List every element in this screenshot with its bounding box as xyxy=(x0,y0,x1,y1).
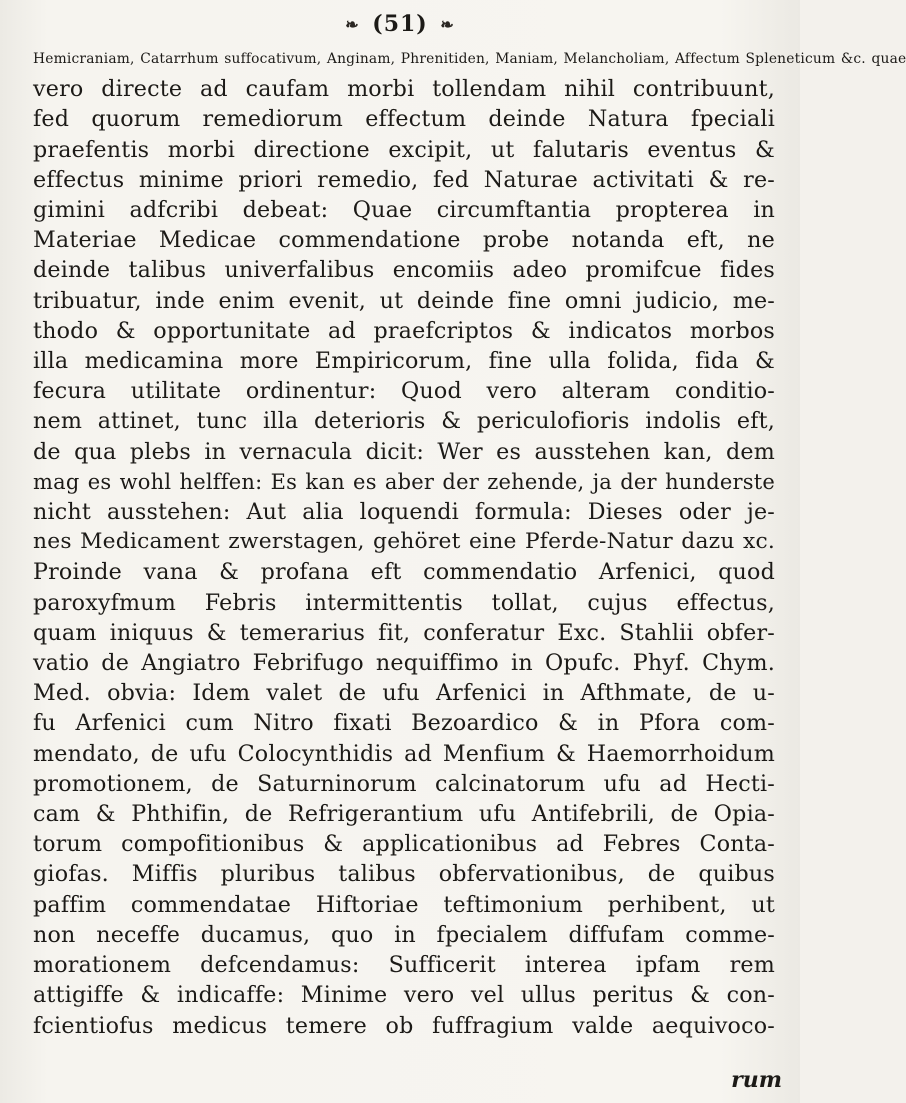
text-line: effectus minime priori remedio, fed Naturae activitati & re- xyxy=(33,166,775,193)
text-line: nes Medicament zwerstagen, gehöret eine Pferde-Natur dazu xc. xyxy=(33,529,775,555)
text-line: praefentis morbi directione excipit, ut falutaris eventus & xyxy=(33,136,775,163)
text-line: cam & Phthifin, de Refrigerantium ufu Antifebrili, de Opia- xyxy=(33,801,775,828)
text-line: Hemicraniam, Catarrhum suffocativum, Anginam, Phrenitiden, Maniam, Melancholiam, Affectum Spleneticum &c. quae xyxy=(33,51,906,67)
text-line: morationem defcendamus: Sufficerit interea ipfam rem xyxy=(33,952,775,979)
text-line: fcientiofus medicus temere ob fuffragium valde aequivoco- xyxy=(33,1012,775,1039)
page-number: (51) xyxy=(372,11,428,37)
text-line: de qua plebs in vernacula dicit: Wer es ausstehen kan, dem xyxy=(33,438,775,465)
text-line: fed quorum remediorum effectum deinde Natura fpeciali xyxy=(33,106,775,133)
text-line: Med. obvia: Idem valet de ufu Arfenici in Afthmate, de u- xyxy=(33,680,775,707)
text-line: attigiffe & indicaffe: Minime vero vel ullus peritus & con- xyxy=(33,982,775,1009)
text-line: Proinde vana & profana eft commendatio Arfenici, quod xyxy=(33,559,775,586)
text-line: torum compofitionibus & applicationibus ad Febres Conta- xyxy=(33,831,775,858)
text-line: vatio de Angiatro Febrifugo nequiffimo in Opufc. Phyf. Chym. xyxy=(33,650,775,677)
text-line: promotionem, de Saturninorum calcinatorum ufu ad Hecti- xyxy=(33,770,775,797)
body-text xyxy=(33,44,906,1041)
text-line: vero directe ad caufam morbi tollendam nihil contribuunt, xyxy=(33,76,775,103)
text-line: quam iniquus & temerarius fit, conferatur Exc. Stahlii obfer- xyxy=(33,619,775,646)
text-line: paffim commendatae Hiftoriae teftimonium perhibent, ut xyxy=(33,891,775,918)
text-line: paroxyfmum Febris intermittentis tollat, cujus effectus, xyxy=(33,589,775,616)
text-line: fu Arfenici cum Nitro fixati Bezoardico & in Pfora com- xyxy=(33,710,775,737)
catchword: rum xyxy=(731,1067,782,1093)
text-line: deinde talibus univerfalibus encomiis adeo promifcue fides xyxy=(33,257,775,284)
ornament-right-icon: ❧ xyxy=(440,15,455,34)
text-line: mendato, de ufu Colocynthidis ad Menfium & Haemorrhoidum xyxy=(33,740,775,767)
text-line: fecura utilitate ordinentur: Quod vero alteram conditio- xyxy=(33,378,775,405)
text-line: Materiae Medicae commendatione probe notanda eft, ne xyxy=(33,227,775,254)
text-line: illa medicamina more Empiricorum, fine ulla folida, fida & xyxy=(33,348,775,375)
text-line: mag es wohl helffen: Es kan es aber der zehende, ja der hunderste xyxy=(33,469,775,494)
text-line: gimini adfcribi debeat: Quae circumftantia propterea in xyxy=(33,197,775,224)
text-line: giofas. Miffis pluribus talibus obfervationibus, de quibus xyxy=(33,861,775,888)
text-line: tribuatur, inde enim evenit, ut deinde fine omni judicio, me- xyxy=(33,287,775,314)
text-line: non neceffe ducamus, quo in fpecialem diffufam comme- xyxy=(33,921,775,948)
text-line: nem attinet, tunc illa deterioris & periculofioris indolis eft, xyxy=(33,408,775,435)
page-header xyxy=(0,10,800,39)
text-line: thodo & opportunitate ad praefcriptos & indicatos morbos xyxy=(33,317,775,344)
ornament-left-icon: ❧ xyxy=(345,15,360,34)
text-line: nicht ausstehen: Aut alia loquendi formula: Dieses oder je- xyxy=(33,499,775,526)
